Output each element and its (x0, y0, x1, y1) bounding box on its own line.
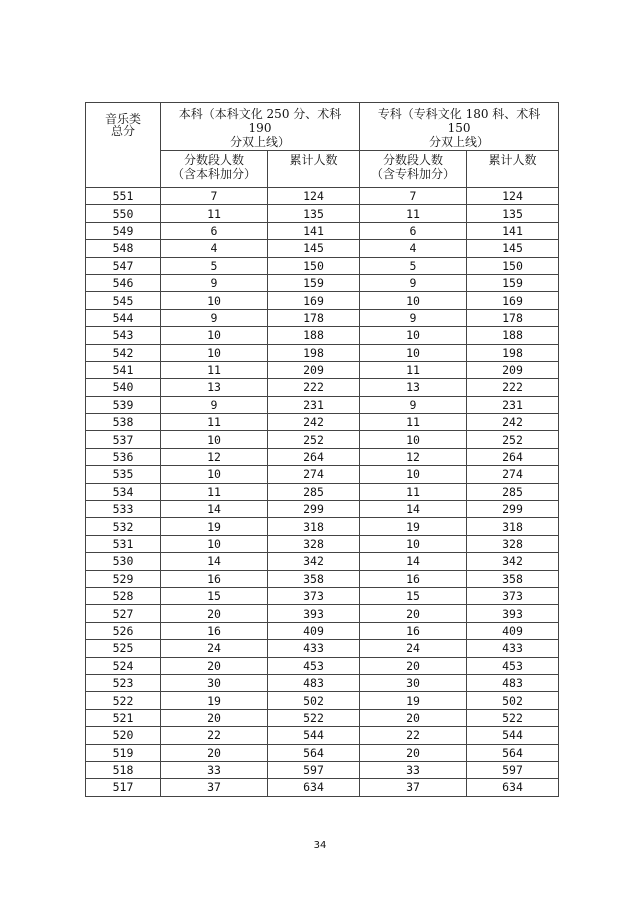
score-cell: 548 (86, 240, 161, 257)
table-row (86, 257, 559, 274)
table-row (86, 431, 559, 448)
score-cell: 527 (86, 605, 161, 622)
undergrad-count-line1: 分数段人数 (183, 153, 244, 167)
undergrad-cumulative-cell: 564 (268, 744, 360, 761)
undergrad-cumulative-cell: 252 (268, 431, 360, 448)
junior-cumulative-cell: 264 (467, 448, 559, 465)
junior-count-cell: 19 (360, 518, 467, 535)
table-row (86, 727, 559, 744)
table-row (86, 240, 559, 257)
undergrad-count-cell: 19 (161, 518, 268, 535)
score-cell: 549 (86, 222, 161, 239)
score-cell: 530 (86, 553, 161, 570)
table-body (86, 188, 559, 797)
undergrad-count-cell: 24 (161, 640, 268, 657)
table-row (86, 205, 559, 222)
undergrad-group-header (161, 103, 360, 151)
undergrad-cumulative-cell: 409 (268, 622, 360, 639)
undergrad-count-cell: 10 (161, 466, 268, 483)
junior-count-header (360, 151, 467, 188)
table-row (86, 396, 559, 413)
table-row (86, 292, 559, 309)
undergrad-count-cell: 10 (161, 535, 268, 552)
score-cell: 547 (86, 257, 161, 274)
undergrad-cumulative-cell: 544 (268, 727, 360, 744)
junior-cumulative-cell: 522 (467, 709, 559, 726)
junior-count-cell: 11 (360, 205, 467, 222)
undergrad-cumulative-cell: 159 (268, 274, 360, 291)
junior-cumulative-cell: 433 (467, 640, 559, 657)
table-row (86, 657, 559, 674)
undergrad-count-header (161, 151, 268, 188)
table-row (86, 744, 559, 761)
junior-count-cell: 20 (360, 709, 467, 726)
score-cell: 545 (86, 292, 161, 309)
junior-count-cell: 16 (360, 570, 467, 587)
junior-count-cell: 16 (360, 622, 467, 639)
table-row (86, 518, 559, 535)
undergrad-count-cell: 9 (161, 274, 268, 291)
undergrad-count-cell: 14 (161, 553, 268, 570)
junior-count-cell: 7 (360, 188, 467, 205)
score-cell: 533 (86, 501, 161, 518)
score-cell: 536 (86, 448, 161, 465)
score-distribution-table (85, 102, 559, 797)
junior-group-header (360, 103, 559, 151)
junior-cumulative-cell: 597 (467, 761, 559, 778)
junior-cumulative-cell: 145 (467, 240, 559, 257)
table-row (86, 344, 559, 361)
undergrad-count-cell: 13 (161, 379, 268, 396)
junior-cumulative-cell: 198 (467, 344, 559, 361)
table-row (86, 605, 559, 622)
table-row (86, 448, 559, 465)
junior-count-cell: 9 (360, 274, 467, 291)
undergrad-cumulative-cell: 358 (268, 570, 360, 587)
junior-count-cell: 20 (360, 605, 467, 622)
undergrad-count-cell: 11 (161, 205, 268, 222)
junior-cumulative-cell: 178 (467, 309, 559, 326)
junior-count-cell: 11 (360, 414, 467, 431)
undergrad-cumulative-cell: 433 (268, 640, 360, 657)
junior-cumulative-cell: 502 (467, 692, 559, 709)
junior-cumulative-cell: 634 (467, 779, 559, 796)
table-row (86, 553, 559, 570)
junior-cumulative-cell: 544 (467, 727, 559, 744)
score-cell: 546 (86, 274, 161, 291)
undergrad-cumulative-cell: 141 (268, 222, 360, 239)
junior-header-line1: 专科（专科文化 180 科、术科 (377, 107, 541, 121)
junior-cumulative-cell: 141 (467, 222, 559, 239)
undergrad-cumulative-cell: 342 (268, 553, 360, 570)
junior-cumulative-cell: 252 (467, 431, 559, 448)
undergrad-cumulative-cell: 373 (268, 587, 360, 604)
undergrad-cumulative-cell: 274 (268, 466, 360, 483)
table-row (86, 535, 559, 552)
undergrad-count-cell: 7 (161, 188, 268, 205)
score-cell: 541 (86, 361, 161, 378)
junior-count-line1: 分数段人数 (383, 153, 444, 167)
undergrad-cumulative-cell: 198 (268, 344, 360, 361)
junior-count-cell: 37 (360, 779, 467, 796)
undergrad-count-cell: 9 (161, 309, 268, 326)
undergrad-header-line3: 分双上线） (230, 135, 291, 149)
table-row (86, 501, 559, 518)
undergrad-cumulative-cell: 634 (268, 779, 360, 796)
undergrad-cumulative-cell: 124 (268, 188, 360, 205)
score-cell: 538 (86, 414, 161, 431)
junior-count-cell: 33 (360, 761, 467, 778)
score-cell: 523 (86, 674, 161, 691)
undergrad-cumulative-cell: 483 (268, 674, 360, 691)
table-row (86, 761, 559, 778)
score-label-line2: 总分 (110, 124, 135, 138)
undergrad-count-cell: 4 (161, 240, 268, 257)
score-cell: 543 (86, 327, 161, 344)
junior-count-cell: 10 (360, 327, 467, 344)
score-label-line1: 音乐类 (104, 112, 141, 126)
score-cell: 518 (86, 761, 161, 778)
junior-cumulative-cell: 169 (467, 292, 559, 309)
table-row (86, 692, 559, 709)
junior-cumulative-cell: 209 (467, 361, 559, 378)
junior-count-cell: 15 (360, 587, 467, 604)
undergrad-count-cell: 16 (161, 622, 268, 639)
undergrad-count-cell: 10 (161, 431, 268, 448)
undergrad-count-cell: 14 (161, 501, 268, 518)
undergrad-header-line2: 190 (248, 121, 272, 135)
undergrad-cumulative-cell: 597 (268, 761, 360, 778)
junior-count-cell: 24 (360, 640, 467, 657)
score-cell: 528 (86, 587, 161, 604)
undergrad-cumulative-cell: 209 (268, 361, 360, 378)
junior-count-cell: 4 (360, 240, 467, 257)
undergrad-cumulative-cell: 145 (268, 240, 360, 257)
junior-count-cell: 10 (360, 535, 467, 552)
score-cell: 537 (86, 431, 161, 448)
junior-cumulative-cell: 358 (467, 570, 559, 587)
junior-cumulative-cell: 453 (467, 657, 559, 674)
table-row (86, 414, 559, 431)
undergrad-cumulative-cell: 453 (268, 657, 360, 674)
undergrad-count-cell: 11 (161, 361, 268, 378)
undergrad-cumulative-cell: 522 (268, 709, 360, 726)
undergrad-cumulative-cell: 328 (268, 535, 360, 552)
undergrad-cumulative-cell: 299 (268, 501, 360, 518)
undergrad-count-cell: 5 (161, 257, 268, 274)
undergrad-cumulative-cell: 188 (268, 327, 360, 344)
score-cell: 540 (86, 379, 161, 396)
junior-cumulative-cell: 274 (467, 466, 559, 483)
junior-cumulative-cell: 564 (467, 744, 559, 761)
undergrad-count-cell: 6 (161, 222, 268, 239)
score-cell: 522 (86, 692, 161, 709)
undergrad-header-line1: 本科（本科文化 250 分、术科 (178, 107, 342, 121)
undergrad-cumulative-cell: 242 (268, 414, 360, 431)
table-row (86, 709, 559, 726)
score-cell: 520 (86, 727, 161, 744)
table-row (86, 188, 559, 205)
score-cell: 517 (86, 779, 161, 796)
undergrad-count-line2: （含本科加分） (171, 167, 256, 181)
table-row (86, 222, 559, 239)
table-row (86, 674, 559, 691)
score-cell: 519 (86, 744, 161, 761)
table-row (86, 361, 559, 378)
junior-count-cell: 10 (360, 344, 467, 361)
junior-cumulative-cell: 409 (467, 622, 559, 639)
undergrad-count-cell: 10 (161, 292, 268, 309)
junior-count-cell: 20 (360, 744, 467, 761)
undergrad-count-cell: 22 (161, 727, 268, 744)
junior-count-cell: 14 (360, 553, 467, 570)
undergrad-count-cell: 11 (161, 483, 268, 500)
junior-count-cell: 13 (360, 379, 467, 396)
table-row (86, 274, 559, 291)
junior-count-cell: 10 (360, 292, 467, 309)
undergrad-count-cell: 10 (161, 344, 268, 361)
table-row (86, 779, 559, 796)
junior-cumulative-cell: 299 (467, 501, 559, 518)
junior-count-cell: 11 (360, 361, 467, 378)
junior-count-cell: 9 (360, 309, 467, 326)
score-cell: 529 (86, 570, 161, 587)
undergrad-cumulative-cell: 178 (268, 309, 360, 326)
junior-count-cell: 5 (360, 257, 467, 274)
undergrad-count-cell: 9 (161, 396, 268, 413)
undergrad-cumulative-cell: 264 (268, 448, 360, 465)
junior-count-cell: 9 (360, 396, 467, 413)
score-cell: 526 (86, 622, 161, 639)
table-row (86, 309, 559, 326)
junior-cumulative-cell: 242 (467, 414, 559, 431)
undergrad-cumulative-header: 累计人数 (268, 151, 360, 188)
junior-cumulative-cell: 328 (467, 535, 559, 552)
junior-cumulative-cell: 222 (467, 379, 559, 396)
undergrad-cumulative-cell: 169 (268, 292, 360, 309)
table-row (86, 587, 559, 604)
junior-cumulative-cell: 483 (467, 674, 559, 691)
score-cell: 539 (86, 396, 161, 413)
table-row (86, 327, 559, 344)
undergrad-count-cell: 11 (161, 414, 268, 431)
table-row (86, 379, 559, 396)
table-row (86, 640, 559, 657)
page-number: 34 (313, 840, 327, 851)
undergrad-cumulative-cell: 502 (268, 692, 360, 709)
junior-count-cell: 12 (360, 448, 467, 465)
junior-count-cell: 10 (360, 466, 467, 483)
undergrad-count-cell: 30 (161, 674, 268, 691)
undergrad-cumulative-cell: 318 (268, 518, 360, 535)
score-cell: 532 (86, 518, 161, 535)
score-cell: 551 (86, 188, 161, 205)
undergrad-count-cell: 12 (161, 448, 268, 465)
undergrad-count-cell: 20 (161, 605, 268, 622)
junior-cumulative-cell: 342 (467, 553, 559, 570)
score-cell: 542 (86, 344, 161, 361)
undergrad-count-cell: 19 (161, 692, 268, 709)
junior-header-line2: 150 (447, 121, 471, 135)
table-row (86, 622, 559, 639)
undergrad-cumulative-cell: 285 (268, 483, 360, 500)
junior-cumulative-header: 累计人数 (467, 151, 559, 188)
junior-cumulative-cell: 231 (467, 396, 559, 413)
junior-count-cell: 11 (360, 483, 467, 500)
undergrad-count-cell: 15 (161, 587, 268, 604)
junior-cumulative-cell: 188 (467, 327, 559, 344)
undergrad-count-cell: 20 (161, 744, 268, 761)
undergrad-count-cell: 33 (161, 761, 268, 778)
junior-count-cell: 30 (360, 674, 467, 691)
score-column-header (86, 103, 161, 188)
undergrad-cumulative-cell: 135 (268, 205, 360, 222)
junior-count-cell: 6 (360, 222, 467, 239)
junior-cumulative-cell: 124 (467, 188, 559, 205)
junior-count-cell: 10 (360, 431, 467, 448)
score-cell: 525 (86, 640, 161, 657)
undergrad-cumulative-cell: 393 (268, 605, 360, 622)
score-cell: 524 (86, 657, 161, 674)
undergrad-count-cell: 37 (161, 779, 268, 796)
undergrad-count-cell: 10 (161, 327, 268, 344)
junior-cumulative-cell: 373 (467, 587, 559, 604)
undergrad-count-cell: 20 (161, 657, 268, 674)
undergrad-count-cell: 20 (161, 709, 268, 726)
table-row (86, 570, 559, 587)
junior-cumulative-cell: 159 (467, 274, 559, 291)
undergrad-count-cell: 16 (161, 570, 268, 587)
junior-header-line3: 分双上线） (429, 135, 490, 149)
undergrad-cumulative-cell: 222 (268, 379, 360, 396)
junior-cumulative-cell: 393 (467, 605, 559, 622)
junior-count-cell: 22 (360, 727, 467, 744)
score-cell: 544 (86, 309, 161, 326)
junior-count-line2: （含专科加分） (371, 167, 456, 181)
undergrad-cumulative-cell: 231 (268, 396, 360, 413)
score-cell: 521 (86, 709, 161, 726)
table-row (86, 483, 559, 500)
junior-cumulative-cell: 285 (467, 483, 559, 500)
junior-count-cell: 19 (360, 692, 467, 709)
junior-cumulative-cell: 318 (467, 518, 559, 535)
junior-count-cell: 14 (360, 501, 467, 518)
junior-cumulative-cell: 150 (467, 257, 559, 274)
score-cell: 550 (86, 205, 161, 222)
score-cell: 531 (86, 535, 161, 552)
score-cell: 534 (86, 483, 161, 500)
junior-count-cell: 20 (360, 657, 467, 674)
undergrad-cumulative-cell: 150 (268, 257, 360, 274)
junior-cumulative-cell: 135 (467, 205, 559, 222)
table-row (86, 466, 559, 483)
table-header (86, 103, 559, 188)
score-cell: 535 (86, 466, 161, 483)
